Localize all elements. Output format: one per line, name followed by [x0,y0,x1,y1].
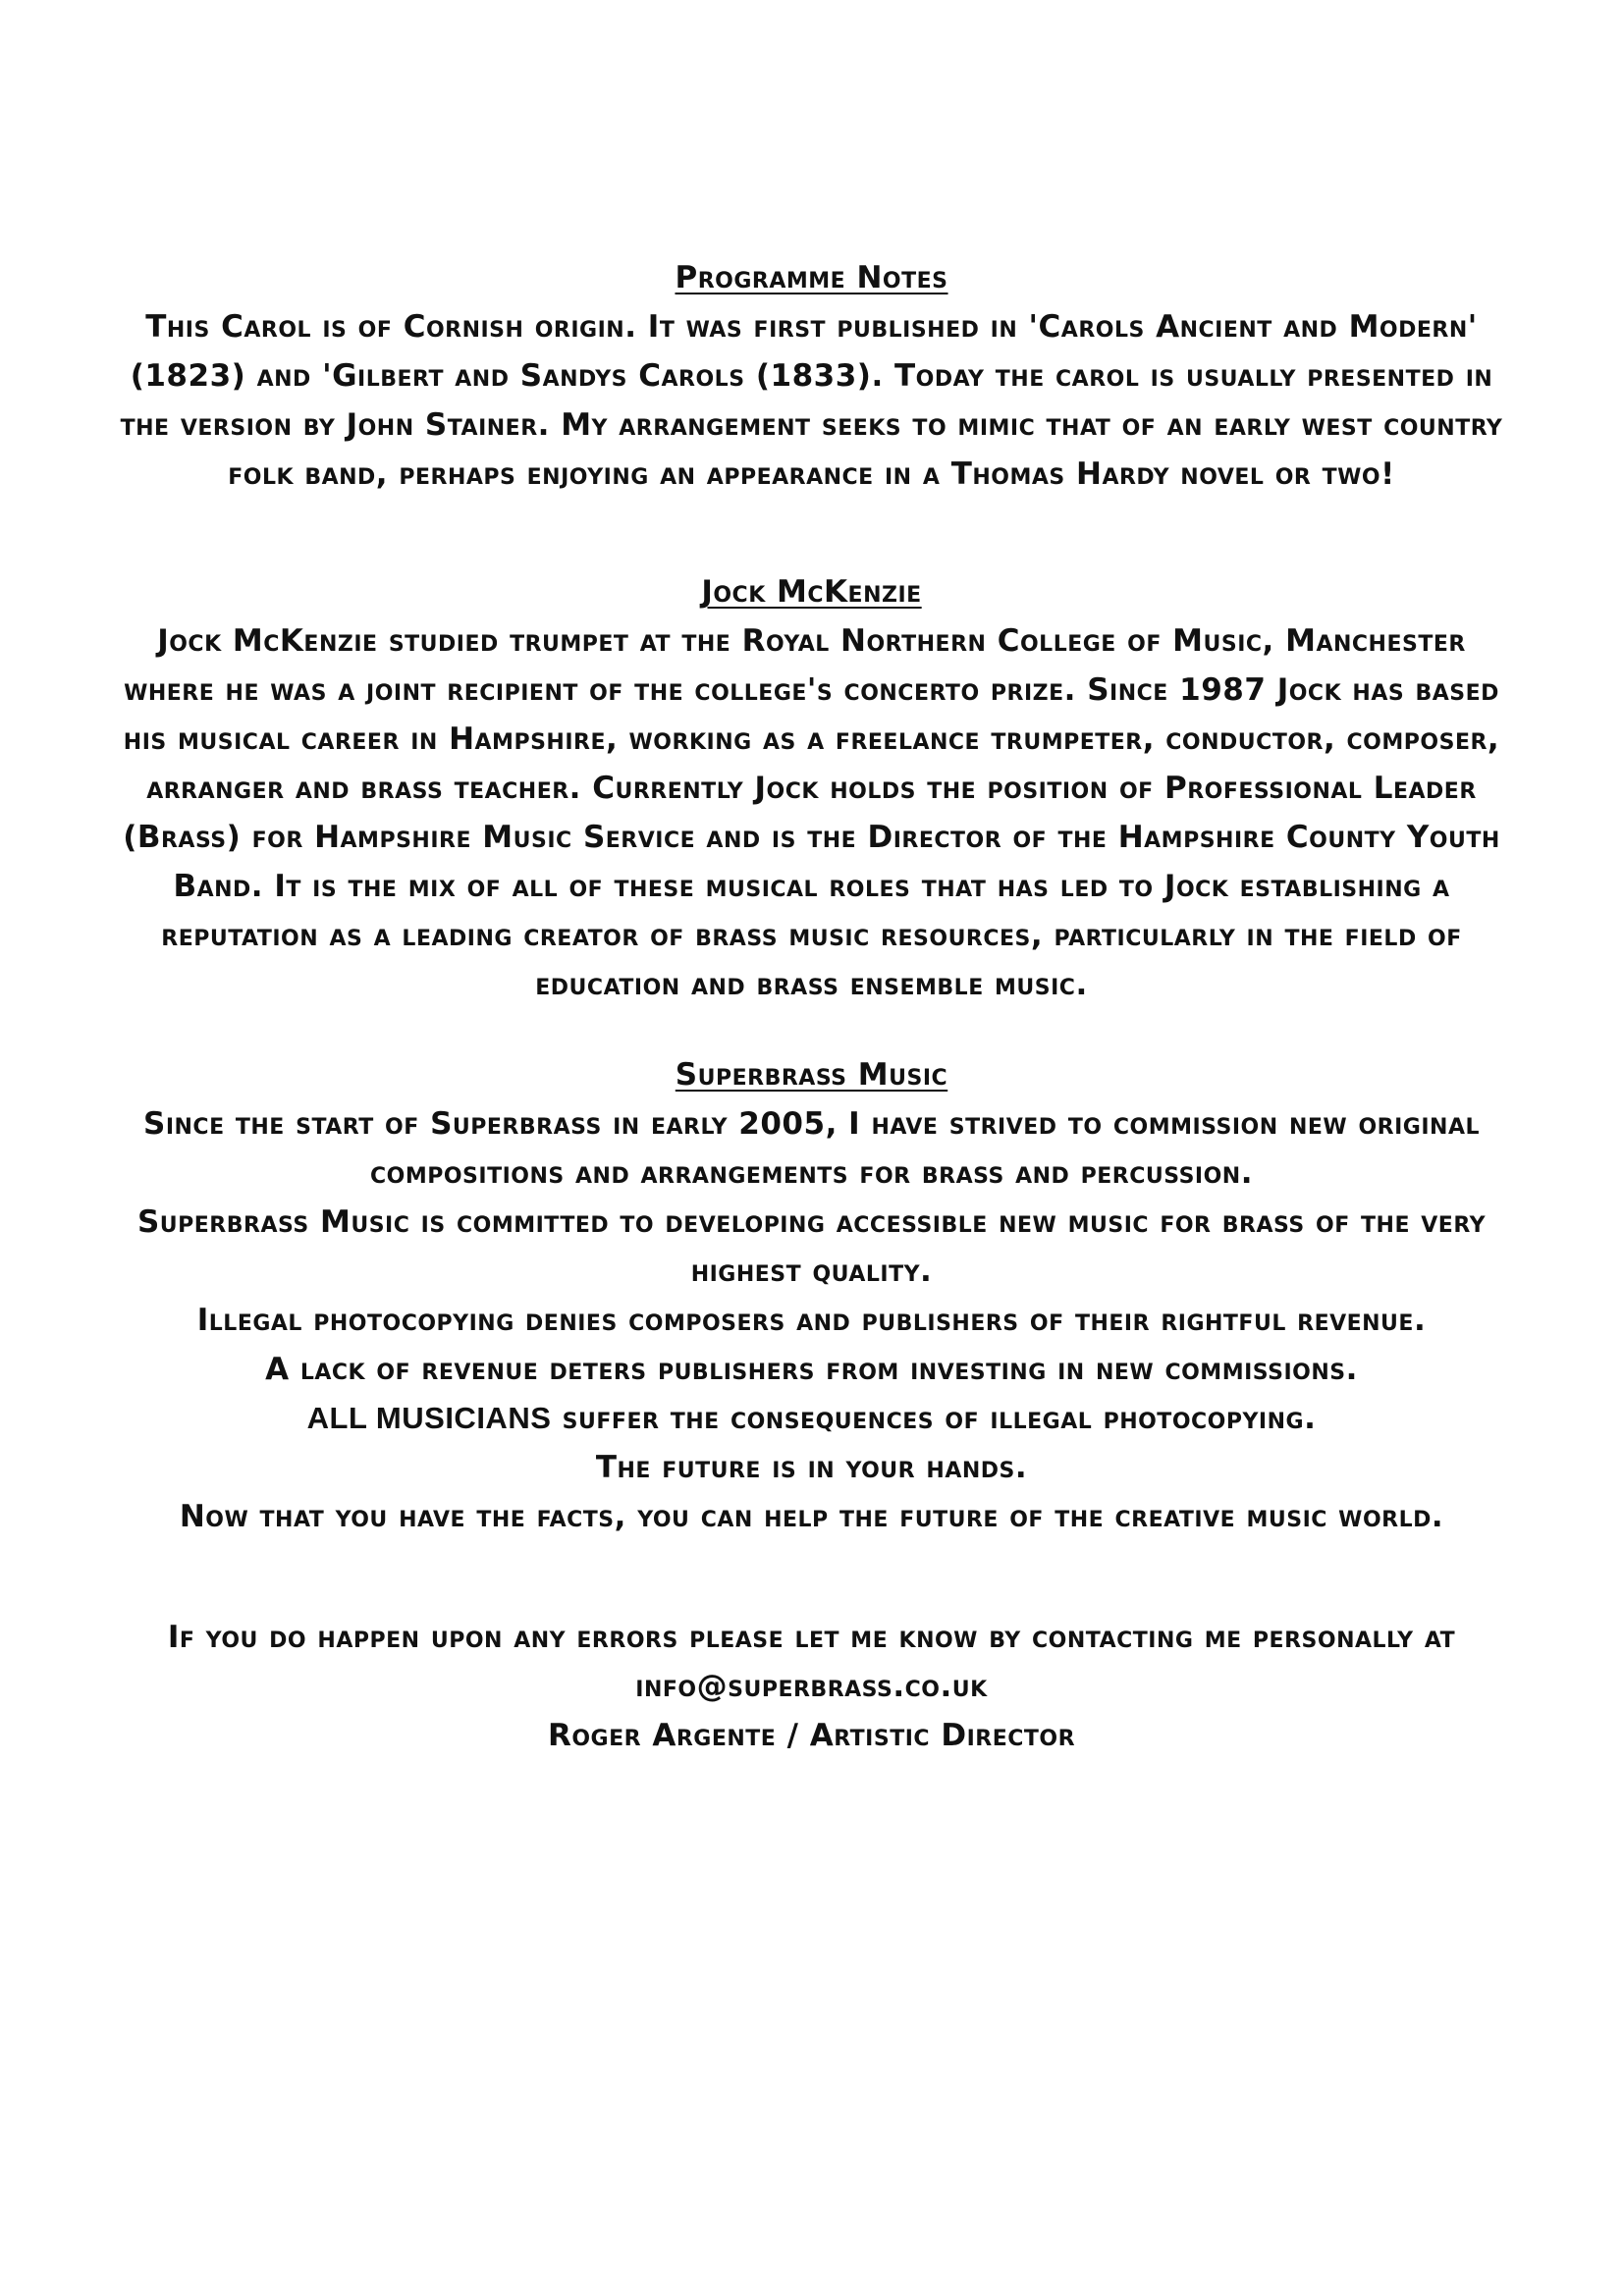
superbrass-line-5 [118,1394,1505,1443]
superbrass-line-5-rest: suffer the consequences of illegal photocopying. [551,1401,1317,1436]
superbrass-music-heading: Superbrass Music [675,1057,948,1093]
superbrass-music-section [118,1050,1505,1541]
superbrass-line-2: Superbrass Music is committed to developing accessible new music for brass of the very highest quality. [136,1204,1487,1289]
superbrass-line-6: The future is in your hands. [595,1450,1028,1485]
programme-notes-heading: Programme Notes [675,260,948,295]
superbrass-line-7: Now that you have the facts, you can help the future of the creative music world. [179,1499,1444,1534]
contact-section [118,1613,1505,1760]
superbrass-line-3: Illegal photocopying denies composers and publishers of their rightful revenue. [196,1303,1427,1338]
programme-notes-text: This Carol is of Cornish origin. It was first published in 'Carols Ancient and Modern' (1823) and 'Gilbert and Sandys Carols (1833). Today the carol is usually presented in the version by John Stainer. My arrangement seeks to mimic that of an early west country folk band, perhaps enjoying an appearance in a Thomas Hardy novel or two! [120,309,1503,492]
contact-line: If you do happen upon any errors please let me know by contacting me personally at [167,1620,1456,1655]
jock-mckenzie-heading: Jock McKenzie [701,574,922,610]
all-musicians-emphasis: ALL MUSICIANS [306,1401,552,1435]
contact-email: info@superbrass.co.uk [635,1669,988,1704]
superbrass-line-4: A lack of revenue deters publishers from investing in new commissions. [265,1352,1358,1387]
superbrass-line-1: Since the start of Superbrass in early 2005, I have strived to commission new original compositions and arrangements for brass and percussion. [143,1106,1480,1191]
jock-mckenzie-bio: Jock McKenzie studied trumpet at the Royal Northern College of Music, Manchester where he was a joint recipient of the college's concerto prize. Since 1987 Jock has based his musical career in Hampshire, working as a freelance trumpeter, conductor, composer, arranger and brass teacher. Currently Jock holds the position of Professional Leader (Brass) for Hampshire Music Service and is the Director of the Hampshire County Youth Band. It is the mix of all of these musical roles that has led to Jock establishing a reputation as a leading creator of brass music resources, particularly in the field of education and brass ensemble music. [123,623,1500,1002]
jock-mckenzie-section [118,567,1505,1009]
signature: Roger Argente / Artistic Director [547,1718,1076,1753]
programme-notes-section [118,253,1505,499]
